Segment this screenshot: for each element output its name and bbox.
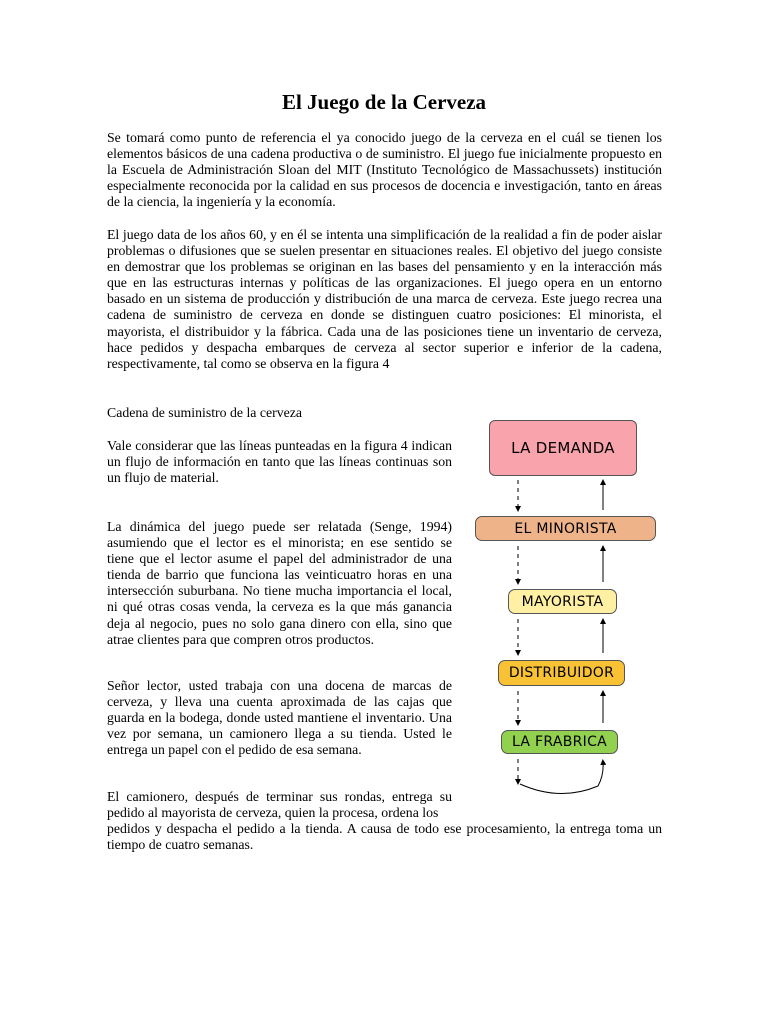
paragraph-lines: Vale considerar que las líneas punteadas en la figura 4 indican un flujo de información en tanto que las líneas continuas son un flujo de material. xyxy=(107,438,452,486)
paragraph-reader: Señor lector, usted trabaja con una docena de marcas de cerveza, y lleva una cuenta aproximada de las cajas que guarda en la bodega, donde usted mantiene el inventario. Una vez por semana, un camionero llega a su tienda. Usted le entrega un papel con el pedido de esa semana. xyxy=(107,678,452,758)
box-distribuidor: DISTRIBUIDOR xyxy=(498,660,625,686)
material-loop-arrow xyxy=(520,762,603,794)
box-la-demanda: LA DEMANDA xyxy=(489,420,637,476)
box-mayorista: MAYORISTA xyxy=(508,589,617,614)
document-title: El Juego de la Cerveza xyxy=(281,90,487,114)
box-el-minorista: EL MINORISTA xyxy=(475,516,656,541)
paragraph-intro: Se tomará como punto de referencia el ya conocido juego de la cerveza en el cuál se tienen los elementos básicos de una cadena productiva o de suministro. El juego fue inicialmente propuesto en la Escuela de Administración Sloan del MIT (Instituto Tecnológico de Massachussets) institución especialmente reconocida por la calidad en sus procesos de docencia e investigación, tanto en áreas de la ciencia, la ingeniería y la economía. xyxy=(107,130,662,210)
figure-caption: Cadena de suministro de la cerveza xyxy=(107,405,302,420)
supply-chain-diagram xyxy=(470,390,670,800)
paragraph-history: El juego data de los años 60, y en él se intenta una simplificación de la realidad a fin de poder aislar problemas o difusiones que se suelen presentar en situaciones reales. El objetivo del juego consiste en demostrar que los problemas se originan en las bases del pensamiento y en la interacción más que en las estructuras internas y políticas de las organizaciones. El juego opera en un entorno basado en un sistema de producción y distribución de una marca de cerveza. Este juego recrea una cadena de suministro de cerveza en donde se distinguen cuatro posiciones: El minorista, el mayorista, el distribuidor y la fábrica. Cada una de las posiciones tiene un inventario de cerveza, hace pedidos y despacha embarques de cerveza al sector superior e inferior de la cadena, respectivamente, tal como se observa en la figura 4 xyxy=(107,227,662,371)
box-la-fabrica: LA FRABRICA xyxy=(501,730,618,754)
paragraph-delivery: pedidos y despacha el pedido a la tienda. A causa de todo ese procesamiento, la entrega toma un tiempo de cuatro semanas. xyxy=(107,821,662,853)
paragraph-dynamics: La dinámica del juego puede ser relatada (Senge, 1994) asumiendo que el lector es el minorista; en ese sentido se tiene que el lector asume el papel del administrador de una tienda de barrio que funciona las veinticuatro horas en una intersección suburbana. No tiene mucha importancia el local, ni qué otras cosas venda, la cerveza es la que más ganancia deja al negocio, pues no solo gana dinero con ella, sino que atrae clientes para que compren otros productos. xyxy=(107,519,452,647)
paragraph-trucker: El camionero, después de terminar sus rondas, entrega su pedido al mayorista de cerveza, quien la procesa, ordena los xyxy=(107,789,452,821)
